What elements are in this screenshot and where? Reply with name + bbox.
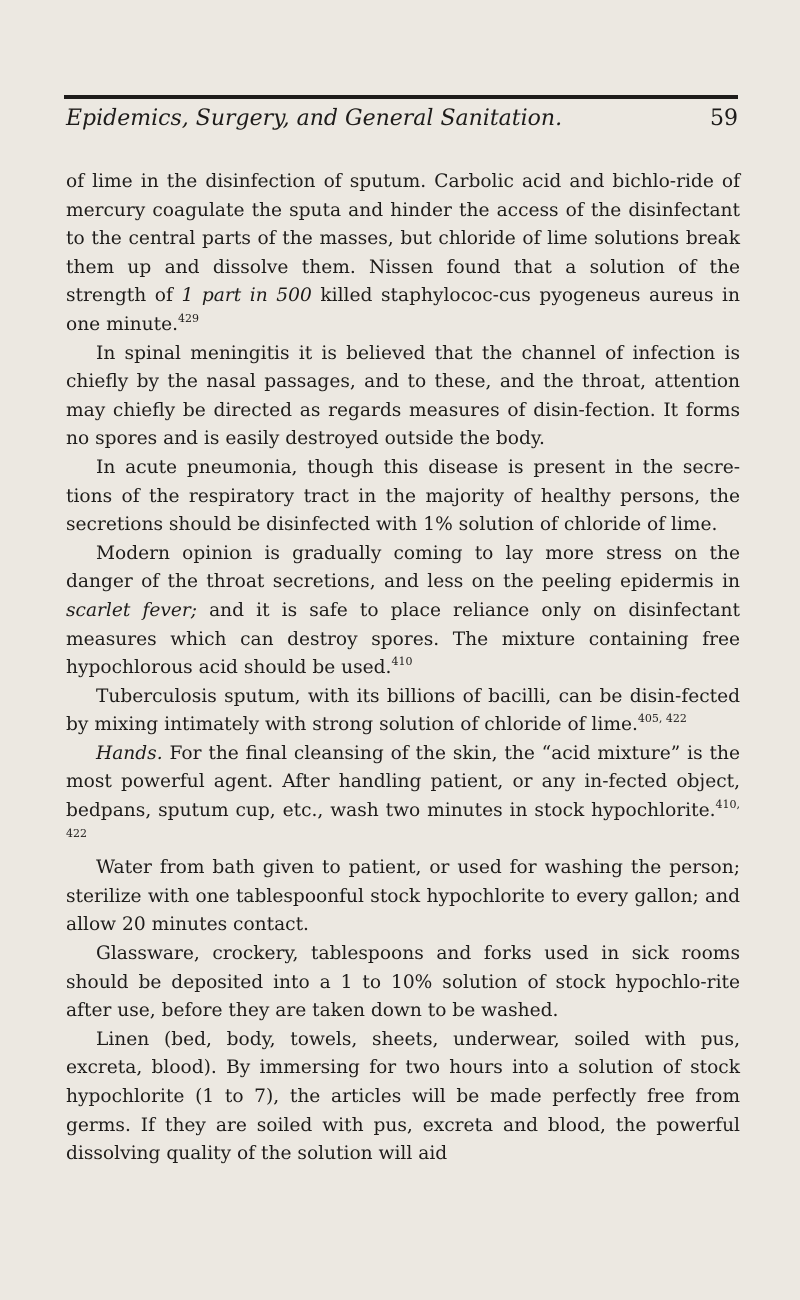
text-run: Water from bath given to patient, or used for washing the person; sterilize with one tablespoonful stock hypochlorite to every gallon; and allow 20 minutes contact.	[66, 857, 740, 936]
text-run: killed staphylococ-cus pyogeneus aureus in one minute.	[66, 285, 740, 335]
page-number: 59	[710, 106, 738, 131]
paragraph	[66, 168, 740, 340]
footnote-ref: 410	[391, 655, 413, 669]
paragraph	[66, 540, 740, 683]
italic-text: 1 part in 500	[181, 285, 312, 307]
body-text	[66, 168, 740, 1169]
footnote-ref: 429	[178, 311, 199, 325]
text-run: and it is safe to place reliance only on disinfectant measures which can destroy spores. The mixture containing free hypochlorous acid should be used.	[66, 599, 740, 679]
footnote-ref: 410, 422	[66, 798, 740, 840]
paragraph	[66, 740, 740, 854]
paragraph	[66, 340, 740, 454]
paragraph	[66, 683, 740, 740]
italic-text: Hands.	[96, 742, 163, 764]
text-run: For the final cleansing of the skin, the “acid mixture” is the most powerful agent. After handling patient, or any in-fected object, bedpans, sputum cup, etc., wash two minutes in stock hypochlorite.	[66, 742, 740, 822]
text-run: In acute pneumonia, though this disease is present in the secre-tions of the respiratory tract in the majority of healthy persons, the secretions should be disinfected with 1% solution of chloride of lime.	[66, 456, 740, 536]
running-title: Epidemics, Surgery, and General Sanitation.	[66, 106, 563, 131]
paragraph	[66, 454, 740, 540]
running-header	[66, 106, 738, 131]
text-run: Tuberculosis sputum, with its billions of bacilli, can be disin-fected by mixing intimately with strong solution of chloride of lime.	[66, 685, 740, 736]
italic-text: scarlet fever;	[66, 599, 197, 621]
header-rule	[64, 95, 738, 99]
text-run: of lime in the disinfection of sputum. Carbolic acid and bichlo-ride of mercury coagulate the sputa and hinder the access of the disinfectant to the central parts of the masses, but chloride of lime solutions break them up and dissolve them. Nissen found that a solution of the strength of	[66, 171, 740, 307]
paragraph	[66, 940, 740, 1026]
text-run: In spinal meningitis it is believed that the channel of infection is chiefly by the nasal passages, and to these, and the throat, attention may chiefly be directed as regards measures of disin-fection. It forms no spores and is easily destroyed outside the body.	[66, 342, 740, 450]
text-run: Linen (bed, body, towels, sheets, underwear, soiled with pus, excreta, blood). By immersing for two hours into a solution of stock hypochlorite (1 to 7), the articles will be made perfectly free from germs. If they are soiled with pus, excreta and blood, the powerful dissolving quality of the solution will aid	[66, 1028, 740, 1165]
paragraph	[66, 1026, 740, 1169]
footnote-ref: 405, 422	[637, 712, 687, 726]
paragraph	[66, 854, 740, 940]
text-run: Modern opinion is gradually coming to lay more stress on the danger of the throat secretions, and less on the peeling epidermis in	[66, 542, 740, 593]
text-run: Glassware, crockery, tablespoons and forks used in sick rooms should be deposited into a 1 to 10% solution of stock hypochlo-rite after use, before they are taken down to be washed.	[66, 943, 740, 1022]
